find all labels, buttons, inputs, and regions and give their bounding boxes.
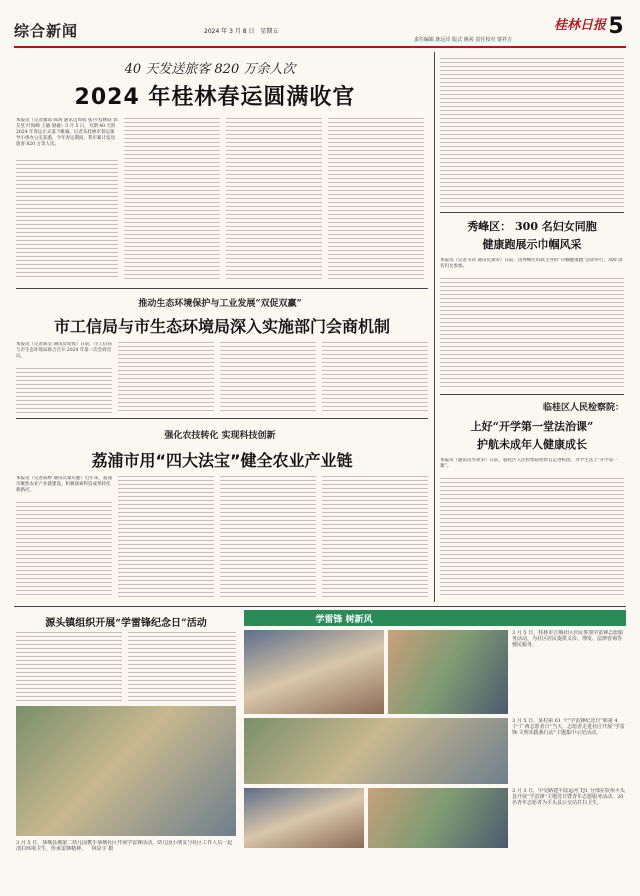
story3-headline: 荔浦市用“四大法宝”健全农业产业链: [91, 451, 353, 470]
story2-body-col3: [220, 342, 316, 414]
feature-banner: [244, 610, 626, 626]
story3-byline: 本报讯（记者陈婷 通讯员秦庆健）近年来，荔浦市聚焦农业产业链建设，积极探索科技成果转化新路径。: [16, 476, 112, 493]
date-text: 2024 年 3 月 8 日: [204, 28, 255, 35]
photo-medical-service: [244, 630, 384, 714]
sidebar2-byline: 本报讯（通讯员李欢荣）日前，临桂区人民检察院检察官走进校园，为学生送上“开学第一课”。: [440, 458, 618, 469]
section-title: 综合新闻: [14, 22, 79, 40]
story3-body-col2: [118, 476, 214, 598]
bottom-divider: [14, 606, 626, 607]
sidebar1-headline2: 健康跑展示巾帼风采: [482, 238, 582, 251]
story2-headline: 市工信局与市生态环境局深入实施部门会商机制: [53, 317, 390, 336]
divider: [16, 288, 428, 289]
lead-byline: 本报讯（记者廖琼 陈禹 通讯员周成 张刊 桂林站 郭友堂 叶海峰 王敏 梁羲）3 月 5 日，为期 40 天的 2024 年春运正式落下帷幕。记者从桂林市春运领导小组办公室获悉，今年春运期间，我市累计发送旅客 820 万余人次。: [16, 118, 118, 147]
masthead-rule: [14, 46, 626, 48]
newspaper-logo: 桂林日报: [554, 18, 607, 33]
caption-byline: 林显宇 摄: [91, 846, 114, 852]
photo-cleanup-street: [244, 718, 508, 784]
lead-body-col2: [124, 118, 220, 280]
story2-kicker: 推动生态环境保护与工业发展“双促双赢”: [138, 299, 302, 309]
sidebar1-headline1: 秀峰区： 300 名妇女同胞: [467, 220, 597, 233]
caption-text: 3 月 5 日，恭城县城第二幼儿园携手恭城社区开展学雷锋活动，幼儿园小朋友与社区工作人员一起清扫环境卫生，传承雷锋精神。: [16, 840, 233, 852]
story3-kicker: 强化农技转化 实现科技创新: [164, 431, 276, 441]
lead-headline: 2024 年桂林春运圆满收官: [74, 85, 356, 110]
sidebar1-byline: 本报讯（记者韦萍 通讯员梁荣）日前，由秀峰区妇联主办的“巾帼健康跑”活动举行，300 余名妇女参加。: [440, 258, 623, 269]
sidebar2-headline2: 护航未成年人健康成长: [477, 438, 587, 451]
story3-body-col4: [322, 476, 428, 598]
issue-date: [204, 26, 278, 35]
feature-caption-2: 3 月 5 日，某村第 61 个“学雷锋纪念日”和第 4 个“广西志愿者日”当天，志愿者走进社区开展“学雷锋·文明实践我行动”主题集中示范活动。: [512, 718, 625, 736]
photo-children-cleaning: [16, 706, 236, 836]
bottom-left-body-col1: [16, 632, 122, 702]
bottom-left-headline: 源头镇组织开展“学雷锋纪念日”活动: [45, 618, 207, 629]
photo-youth-volunteers: [368, 788, 508, 848]
feature-banner-title: 学雷锋 树新风: [315, 615, 373, 625]
page-number-badge: 5: [608, 14, 624, 39]
editor-credits: 责任编辑 陈远岸 版式 姚茜 责任校对 蒙祥吉: [414, 37, 512, 43]
lead-body-col1: [16, 160, 118, 280]
lead-body-col3: [226, 118, 322, 280]
weekday-text: 星期五: [260, 28, 279, 35]
bottom-left-body-col2: [128, 632, 236, 702]
photo-volunteers: [388, 630, 508, 714]
sidebar2-body: [440, 478, 624, 598]
right-top-body: [440, 58, 624, 208]
story2-body-col2: [118, 342, 214, 414]
sidebar1-body: [440, 278, 624, 390]
photo-bus-station: [244, 788, 364, 848]
story3-body-col1: [16, 502, 112, 598]
column-divider: [434, 52, 435, 602]
feature-caption-3: 3 月 3 日，中交路建平陆运河 TJ1 分部在钦州平头县开展“学雷锋”主题党日暨青年志愿服务活动，20 名青年志愿者为平头县公交站打扫卫生。: [512, 788, 625, 806]
sidebar2-headline1: 上好“开学第一堂法治课”: [470, 420, 594, 433]
story2-byline: 本报讯（记者陈莹 通讯员覃铿）日前，市工信局与市生态环境局联合召开 2024 年第一次会商会议。: [16, 342, 112, 359]
story3-body-col3: [220, 476, 316, 598]
divider: [16, 418, 428, 419]
masthead: [14, 14, 626, 48]
story2-body-col1: [16, 368, 112, 414]
lead-body-col4: [328, 118, 424, 280]
lead-kicker: 40 天发送旅客 820 万余人次: [124, 62, 296, 77]
story2-body-col4: [322, 342, 428, 414]
sidebar2-kicker: 临桂区人民检察院：: [542, 403, 624, 413]
divider: [440, 394, 624, 395]
divider: [440, 212, 624, 213]
feature-caption-1: 3 月 5 日，桂林市吉城社区居民参加学雷锋志愿服务活动，为社区居民提供义诊、理发、法律咨询等便民服务。: [512, 630, 624, 648]
bottom-left-caption: [16, 840, 236, 870]
